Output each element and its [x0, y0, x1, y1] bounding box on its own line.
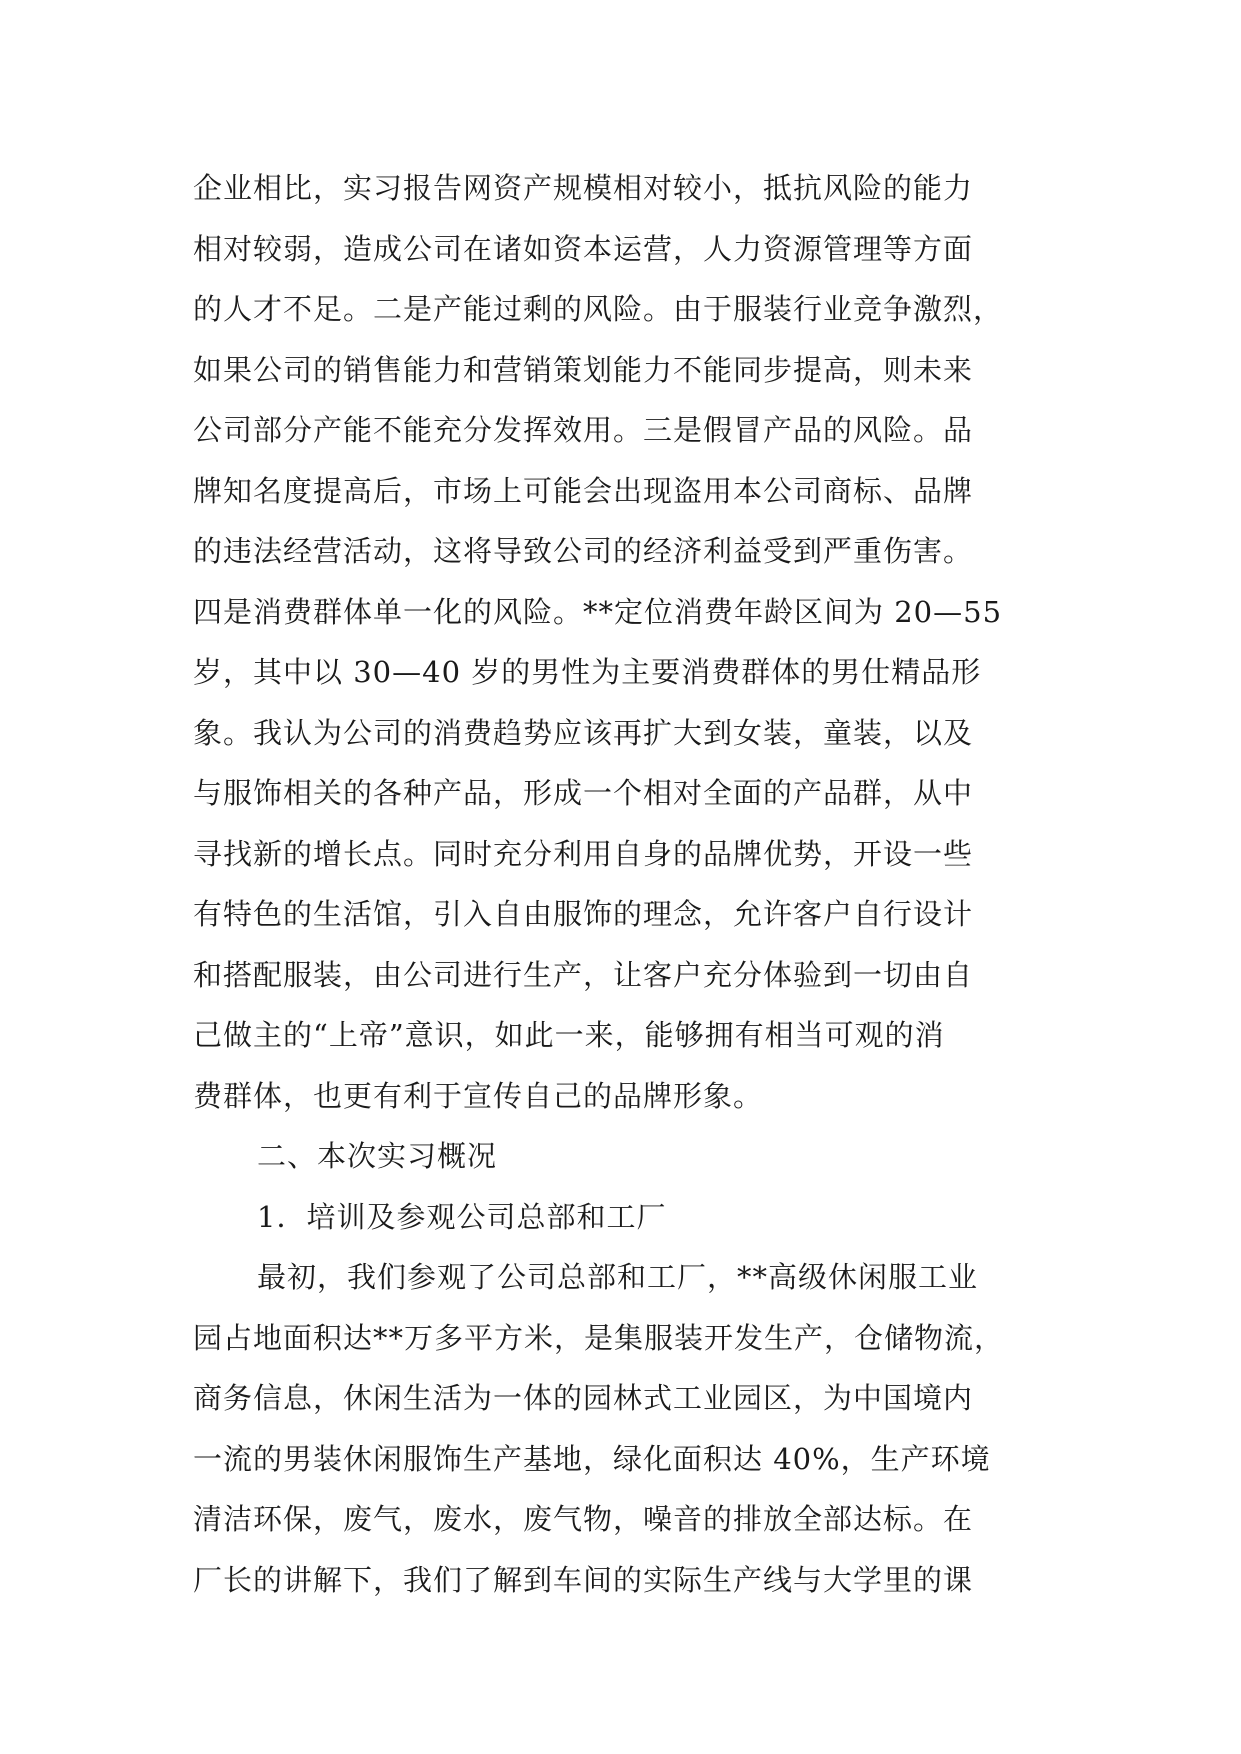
text-line: 如果公司的销售能力和营销策划能力不能同步提高，则未来: [193, 352, 974, 387]
text-line: 费群体，也更有利于宣传自己的品牌形象。: [193, 1078, 764, 1113]
text-line: 商务信息，休闲生活为一体的园林式工业园区，为中国境内: [193, 1381, 974, 1415]
text-line: 1．培训及参观公司总部和工厂: [257, 1199, 667, 1234]
text-line: 清洁环保，废气，废水，废气物，噪音的排放全部达标。在: [193, 1502, 974, 1536]
text-line: 园占地面积达**万多平方米，是集服装开发生产，仓储物流，: [193, 1320, 1005, 1355]
text-line: 与服饰相关的各种产品，形成一个相对全面的产品群，从中: [193, 776, 974, 810]
text-line: 有特色的生活馆，引入自由服饰的理念，允许客户自行设计: [193, 897, 974, 931]
text-line: 牌知名度提高后，市场上可能会出现盗用本公司商标、品牌: [193, 473, 974, 508]
text-line: 象。我认为公司的消费趋势应该再扩大到女装，童装，以及: [193, 715, 974, 750]
text-line: 二、本次实习概况: [257, 1139, 498, 1173]
body-text: [193, 158, 1073, 1610]
text-line: 企业相比，实习报告网资产规模相对较小，抵抗风险的能力: [193, 171, 974, 205]
text-line: 寻找新的增长点。同时充分利用自身的品牌优势，开设一些: [193, 836, 974, 871]
text-line: 岁，其中以 30—40 岁的男性为主要消费群体的男仕精品形: [193, 655, 982, 689]
text-line: 公司部分产能不能充分发挥效用。三是假冒产品的风险。品: [193, 413, 974, 447]
text-line: 最初，我们参观了公司总部和工厂，**高级休闲服工业: [257, 1260, 979, 1294]
text-line: 的违法经营活动，这将导致公司的经济利益受到严重伤害。: [193, 534, 974, 568]
text-line: 相对较弱，造成公司在诸如资本运营，人力资源管理等方面: [193, 231, 974, 266]
text-line: 己做主的“上帝”意识，如此一来，能够拥有相当可观的消: [193, 1018, 945, 1052]
text-line: 一流的男装休闲服饰生产基地，绿化面积达 40%，生产环境: [193, 1441, 991, 1476]
text-line: 厂长的讲解下，我们了解到车间的实际生产线与大学里的课: [193, 1562, 974, 1597]
text-line: 四是消费群体单一化的风险。**定位消费年龄区间为 20—55: [193, 594, 1003, 629]
text-line: 和搭配服装，由公司进行生产，让客户充分体验到一切由自: [193, 957, 974, 992]
text-line: 的人才不足。二是产能过剩的风险。由于服装行业竞争激烈，: [193, 292, 1004, 326]
